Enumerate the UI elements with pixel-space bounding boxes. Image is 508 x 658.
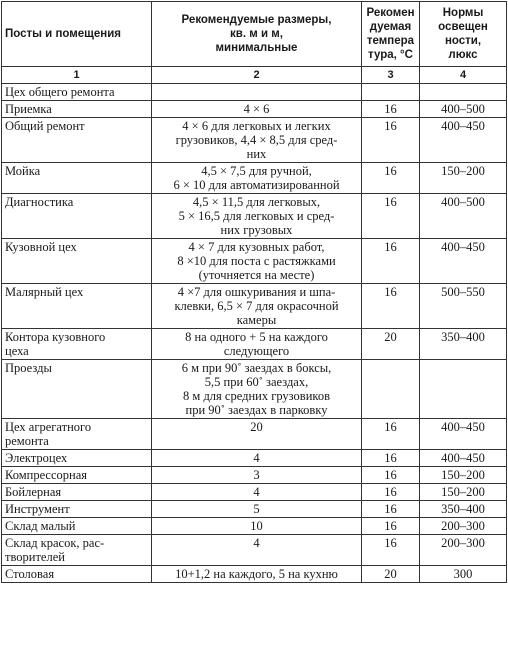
cell-post-name: Инструмент	[2, 501, 152, 518]
header-sizes: Рекомендуемые размеры, кв. м и м, минимальные	[152, 2, 362, 67]
table-row	[2, 484, 507, 501]
cell-temperature: 20	[362, 329, 420, 360]
cell-illumination: 400–500	[420, 101, 507, 118]
cell-post-name: Склад красок, рас- творителей	[2, 535, 152, 566]
cell-post-name: Столовая	[2, 566, 152, 583]
cell-post-name: Бойлерная	[2, 484, 152, 501]
cell-size: 4 × 7 для кузовных работ, 8 ×10 для поста с растяжками (уточняется на месте)	[152, 239, 362, 284]
cell-illumination: 300	[420, 566, 507, 583]
cell-temperature: 16	[362, 518, 420, 535]
cell-post-name: Проезды	[2, 360, 152, 419]
cell-temperature: 16	[362, 163, 420, 194]
cell-illumination: 400–450	[420, 450, 507, 467]
table-row	[2, 566, 507, 583]
cell-illumination: 400–450	[420, 239, 507, 284]
cell-size: 8 на одного + 5 на каждого следующего	[152, 329, 362, 360]
table-row	[2, 419, 507, 450]
cell-temperature: 16	[362, 118, 420, 163]
table-row	[2, 360, 507, 419]
cell-size	[152, 84, 362, 101]
column-number: 2	[152, 67, 362, 84]
table-row	[2, 118, 507, 163]
column-number: 1	[2, 67, 152, 84]
cell-illumination: 150–200	[420, 163, 507, 194]
table-row	[2, 501, 507, 518]
cell-temperature: 16	[362, 284, 420, 329]
cell-size: 4	[152, 535, 362, 566]
cell-size: 3	[152, 467, 362, 484]
column-number: 4	[420, 67, 507, 84]
cell-post-name: Контора кузовного цеха	[2, 329, 152, 360]
column-number-row	[2, 67, 507, 84]
cell-illumination: 500–550	[420, 284, 507, 329]
cell-temperature: 16	[362, 101, 420, 118]
cell-illumination: 150–200	[420, 467, 507, 484]
cell-temperature	[362, 84, 420, 101]
table-row	[2, 518, 507, 535]
cell-size: 4 × 6 для легковых и легких грузовиков, 4,4 × 8,5 для сред- них	[152, 118, 362, 163]
cell-temperature: 16	[362, 484, 420, 501]
cell-post-name: Малярный цех	[2, 284, 152, 329]
cell-size: 4 × 6	[152, 101, 362, 118]
cell-temperature: 16	[362, 239, 420, 284]
cell-temperature: 16	[362, 501, 420, 518]
column-number: 3	[362, 67, 420, 84]
cell-temperature: 16	[362, 535, 420, 566]
cell-illumination: 200–300	[420, 518, 507, 535]
header-temperature: Рекомен дуемая темпера тура, °С	[362, 2, 420, 67]
cell-size: 10+1,2 на каждого, 5 на кухню	[152, 566, 362, 583]
cell-post-name: Кузовной цех	[2, 239, 152, 284]
table-row	[2, 101, 507, 118]
cell-size: 4	[152, 484, 362, 501]
cell-illumination: 350–400	[420, 501, 507, 518]
cell-temperature: 16	[362, 450, 420, 467]
cell-temperature: 16	[362, 467, 420, 484]
cell-temperature: 20	[362, 566, 420, 583]
cell-illumination	[420, 84, 507, 101]
table-row	[2, 163, 507, 194]
cell-post-name: Склад малый	[2, 518, 152, 535]
cell-temperature: 16	[362, 419, 420, 450]
cell-post-name: Цех агрегатного ремонта	[2, 419, 152, 450]
cell-illumination: 350–400	[420, 329, 507, 360]
table-row	[2, 329, 507, 360]
table-row	[2, 84, 507, 101]
cell-size: 4,5 × 11,5 для легковых, 5 × 16,5 для легковых и сред- них грузовых	[152, 194, 362, 239]
cell-post-name: Мойка	[2, 163, 152, 194]
cell-illumination: 150–200	[420, 484, 507, 501]
table-row	[2, 535, 507, 566]
table-row	[2, 450, 507, 467]
cell-illumination: 400–450	[420, 118, 507, 163]
cell-temperature	[362, 360, 420, 419]
cell-size: 4,5 × 7,5 для ручной, 6 × 10 для автоматизированной	[152, 163, 362, 194]
cell-illumination	[420, 360, 507, 419]
cell-post-name: Общий ремонт	[2, 118, 152, 163]
table-body	[2, 84, 507, 583]
cell-size: 4	[152, 450, 362, 467]
cell-post-name: Приемка	[2, 101, 152, 118]
cell-post-name: Электроцех	[2, 450, 152, 467]
table-row	[2, 239, 507, 284]
table-header-row	[2, 2, 507, 67]
requirements-table	[1, 1, 507, 583]
cell-temperature: 16	[362, 194, 420, 239]
cell-illumination: 400–450	[420, 419, 507, 450]
cell-illumination: 400–500	[420, 194, 507, 239]
cell-post-name: Компрессорная	[2, 467, 152, 484]
cell-size: 4 ×7 для ошкуривания и шпа- клевки, 6,5 × 7 для окрасочной камеры	[152, 284, 362, 329]
table-row	[2, 284, 507, 329]
header-illumination: Нормы освещен ности, люкс	[420, 2, 507, 67]
cell-size: 5	[152, 501, 362, 518]
cell-post-name: Цех общего ремонта	[2, 84, 152, 101]
cell-post-name: Диагностика	[2, 194, 152, 239]
table-row	[2, 467, 507, 484]
table-row	[2, 194, 507, 239]
cell-size: 20	[152, 419, 362, 450]
cell-size: 10	[152, 518, 362, 535]
cell-size: 6 м при 90˚ заездах в боксы, 5,5 при 60˚ заездах, 8 м для средних грузовиков при 90˚ заездах в парковку	[152, 360, 362, 419]
header-posts: Посты и помещения	[2, 2, 152, 67]
cell-illumination: 200–300	[420, 535, 507, 566]
